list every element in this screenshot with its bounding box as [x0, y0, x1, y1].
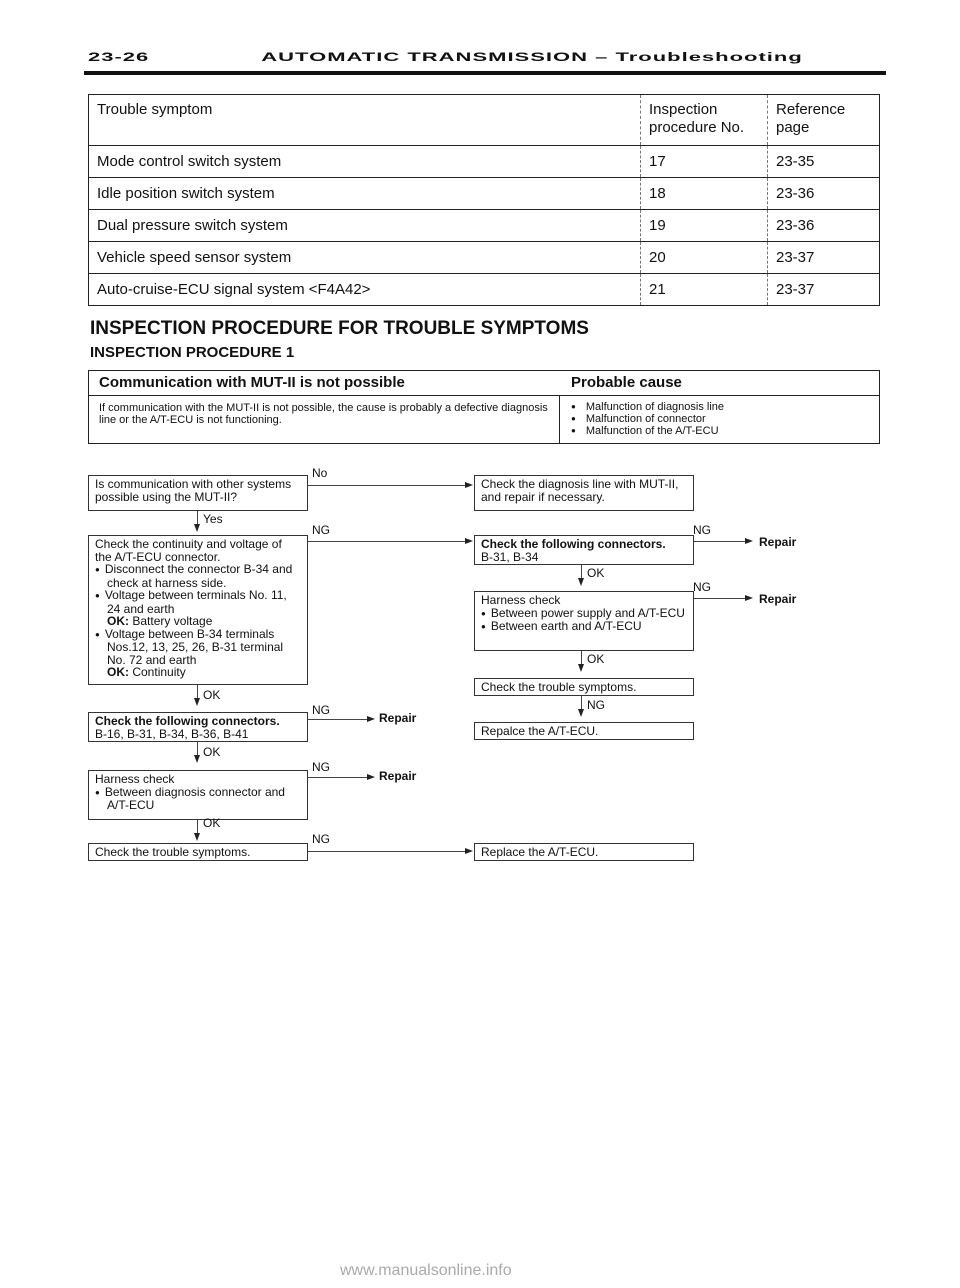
connector-line [197, 685, 198, 699]
row-symptom: Dual pressure switch system [89, 210, 641, 242]
arrow-right-icon [465, 538, 473, 544]
diagnosis-line-text: Check the diagnosis line with MUT-II, and repair if necessary. [481, 477, 679, 504]
flow-question-text: Is communication with other systems possible using the MUT-II? [95, 477, 292, 504]
right-connector-list: B-31, B-34 [481, 549, 539, 564]
yes-label: Yes [203, 512, 223, 526]
trouble-check-text: Check the trouble symptoms. [95, 845, 251, 859]
connector-check-box [88, 712, 308, 742]
arrow-right-icon [367, 774, 375, 780]
ok-label: OK [203, 745, 221, 759]
check-item: ● Between diagnosis connector and A/T-ECU [95, 786, 301, 812]
connector-check-title: Check the following connectors. [95, 714, 280, 728]
row-symptom: Auto-cruise-ECU signal system <F4A42> [89, 274, 641, 306]
continuity-check-title: Check the continuity and voltage of the A/T-ECU connector. [95, 537, 282, 564]
connector-line [581, 696, 582, 710]
cause-item: ● Malfunction of diagnosis line [571, 401, 724, 413]
probable-cause-heading: Probable cause [571, 374, 682, 391]
ng-label: NG [312, 703, 330, 717]
arrow-down-icon [578, 664, 584, 672]
arrow-down-icon [578, 578, 584, 586]
connector-line [308, 851, 465, 852]
ok-label: OK [587, 652, 605, 666]
trouble-check-box [88, 843, 308, 861]
col-reference: Reference page [768, 95, 880, 146]
connector-line [308, 541, 465, 542]
ng-label: NG [587, 698, 605, 712]
check-item: ● Voltage between terminals No. 11, 24 and earth OK: Battery voltage [95, 589, 301, 628]
right-trouble-check-box [474, 678, 694, 696]
ng-label: NG [312, 523, 330, 537]
table-row [89, 274, 880, 306]
page-title: AUTOMATIC TRANSMISSION – Troubleshooting [261, 50, 803, 64]
no-label: No [312, 466, 328, 480]
header-rule [84, 71, 886, 75]
connector-line [581, 565, 582, 579]
row-procedure-no: 20 [641, 242, 768, 274]
table-row [89, 210, 880, 242]
arrow-down-icon [194, 833, 200, 841]
diagnosis-line-box [474, 475, 694, 511]
row-procedure-no: 21 [641, 274, 768, 306]
right-trouble-check-text: Check the trouble symptoms. [481, 680, 637, 694]
connector-line [694, 598, 746, 599]
col-inspection: Inspection procedure No. [641, 95, 768, 146]
connector-line [197, 820, 198, 834]
procedure-description: If communication with the MUT-II is not possible, the cause is probably a defective diagnosis line or the A/T-ECU is not functioning. [99, 402, 548, 426]
ng-label: NG [693, 580, 711, 594]
footer-watermark: www.manualsonline.info [340, 1262, 512, 1279]
row-reference-page: 23-36 [768, 210, 880, 242]
procedure-box [88, 370, 880, 444]
row-symptom: Mode control switch system [89, 146, 641, 178]
replace-ecu-box-lower [474, 843, 694, 861]
arrow-right-icon [465, 482, 473, 488]
arrow-down-icon [194, 698, 200, 706]
connector-line [308, 719, 368, 720]
arrow-right-icon [465, 848, 473, 854]
arrow-right-icon [367, 716, 375, 722]
right-connector-check-box [474, 535, 694, 565]
ok-label: OK [203, 688, 221, 702]
connector-line [197, 742, 198, 756]
row-symptom: Idle position switch system [89, 178, 641, 210]
right-connector-check-title: Check the following connectors. [481, 537, 666, 551]
row-reference-page: 23-35 [768, 146, 880, 178]
right-harness-check-list [481, 607, 687, 634]
ok-label: OK [587, 566, 605, 580]
procedure-title: Communication with MUT-II is not possible [99, 374, 405, 391]
col-symptom: Trouble symptom [89, 95, 641, 146]
check-item: ● Between power supply and A/T-ECU [481, 607, 687, 621]
check-item: ● Disconnect the connector B-34 and check at harness side. [95, 563, 301, 589]
procedure-divider [559, 395, 560, 443]
right-harness-check-box [474, 591, 694, 651]
continuity-check-box [88, 535, 308, 685]
right-harness-check-title: Harness check [481, 593, 561, 607]
section-heading: INSPECTION PROCEDURE FOR TROUBLE SYMPTOMS [90, 318, 589, 339]
table-row [89, 178, 880, 210]
continuity-check-list [95, 563, 301, 679]
cause-item: ● Malfunction of connector [571, 413, 724, 425]
connector-line [308, 485, 465, 486]
repair-label: Repair [759, 535, 797, 549]
ok-label: OK [203, 816, 221, 830]
procedure-heading: INSPECTION PROCEDURE 1 [90, 344, 295, 361]
connector-line [581, 651, 582, 665]
connector-list: B-16, B-31, B-34, B-36, B-41 [95, 726, 249, 741]
page-number: 23-26 [88, 50, 150, 64]
row-reference-page: 23-36 [768, 178, 880, 210]
connector-line [197, 511, 198, 525]
table-row [89, 146, 880, 178]
arrow-down-icon [194, 755, 200, 763]
arrow-right-icon [745, 538, 753, 544]
replace-ecu-text: Replace the A/T-ECU. [481, 845, 599, 859]
harness-check-title: Harness check [95, 772, 175, 786]
connector-line [308, 777, 368, 778]
row-procedure-no: 18 [641, 178, 768, 210]
cause-item: ● Malfunction of the A/T-ECU [571, 425, 724, 437]
repair-label: Repair [759, 592, 797, 606]
ng-label: NG [693, 523, 711, 537]
replace-ecu-box-upper [474, 722, 694, 740]
check-item: ● Voltage between B-34 terminals Nos.12, 13, 25, 26, B-31 terminal No. 72 and earth OK: Continuity [95, 628, 301, 679]
table-row [89, 242, 880, 274]
arrow-down-icon [194, 524, 200, 532]
repair-label: Repair [379, 769, 417, 783]
replace-ecu-text: Repalce the A/T-ECU. [481, 724, 599, 738]
probable-cause-list [571, 401, 724, 437]
ng-label: NG [312, 832, 330, 846]
ng-label: NG [312, 760, 330, 774]
row-symptom: Vehicle speed sensor system [89, 242, 641, 274]
arrow-down-icon [578, 709, 584, 717]
flow-question-box [88, 475, 308, 511]
page-header [88, 50, 888, 64]
repair-label: Repair [379, 711, 417, 725]
connector-line [694, 541, 746, 542]
arrow-right-icon [745, 595, 753, 601]
symptom-table [88, 94, 880, 306]
row-reference-page: 23-37 [768, 274, 880, 306]
symptom-table-header [89, 95, 880, 146]
check-item: ● Between earth and A/T-ECU [481, 620, 687, 634]
row-reference-page: 23-37 [768, 242, 880, 274]
row-procedure-no: 19 [641, 210, 768, 242]
harness-check-box [88, 770, 308, 820]
row-procedure-no: 17 [641, 146, 768, 178]
harness-check-list [95, 786, 301, 812]
